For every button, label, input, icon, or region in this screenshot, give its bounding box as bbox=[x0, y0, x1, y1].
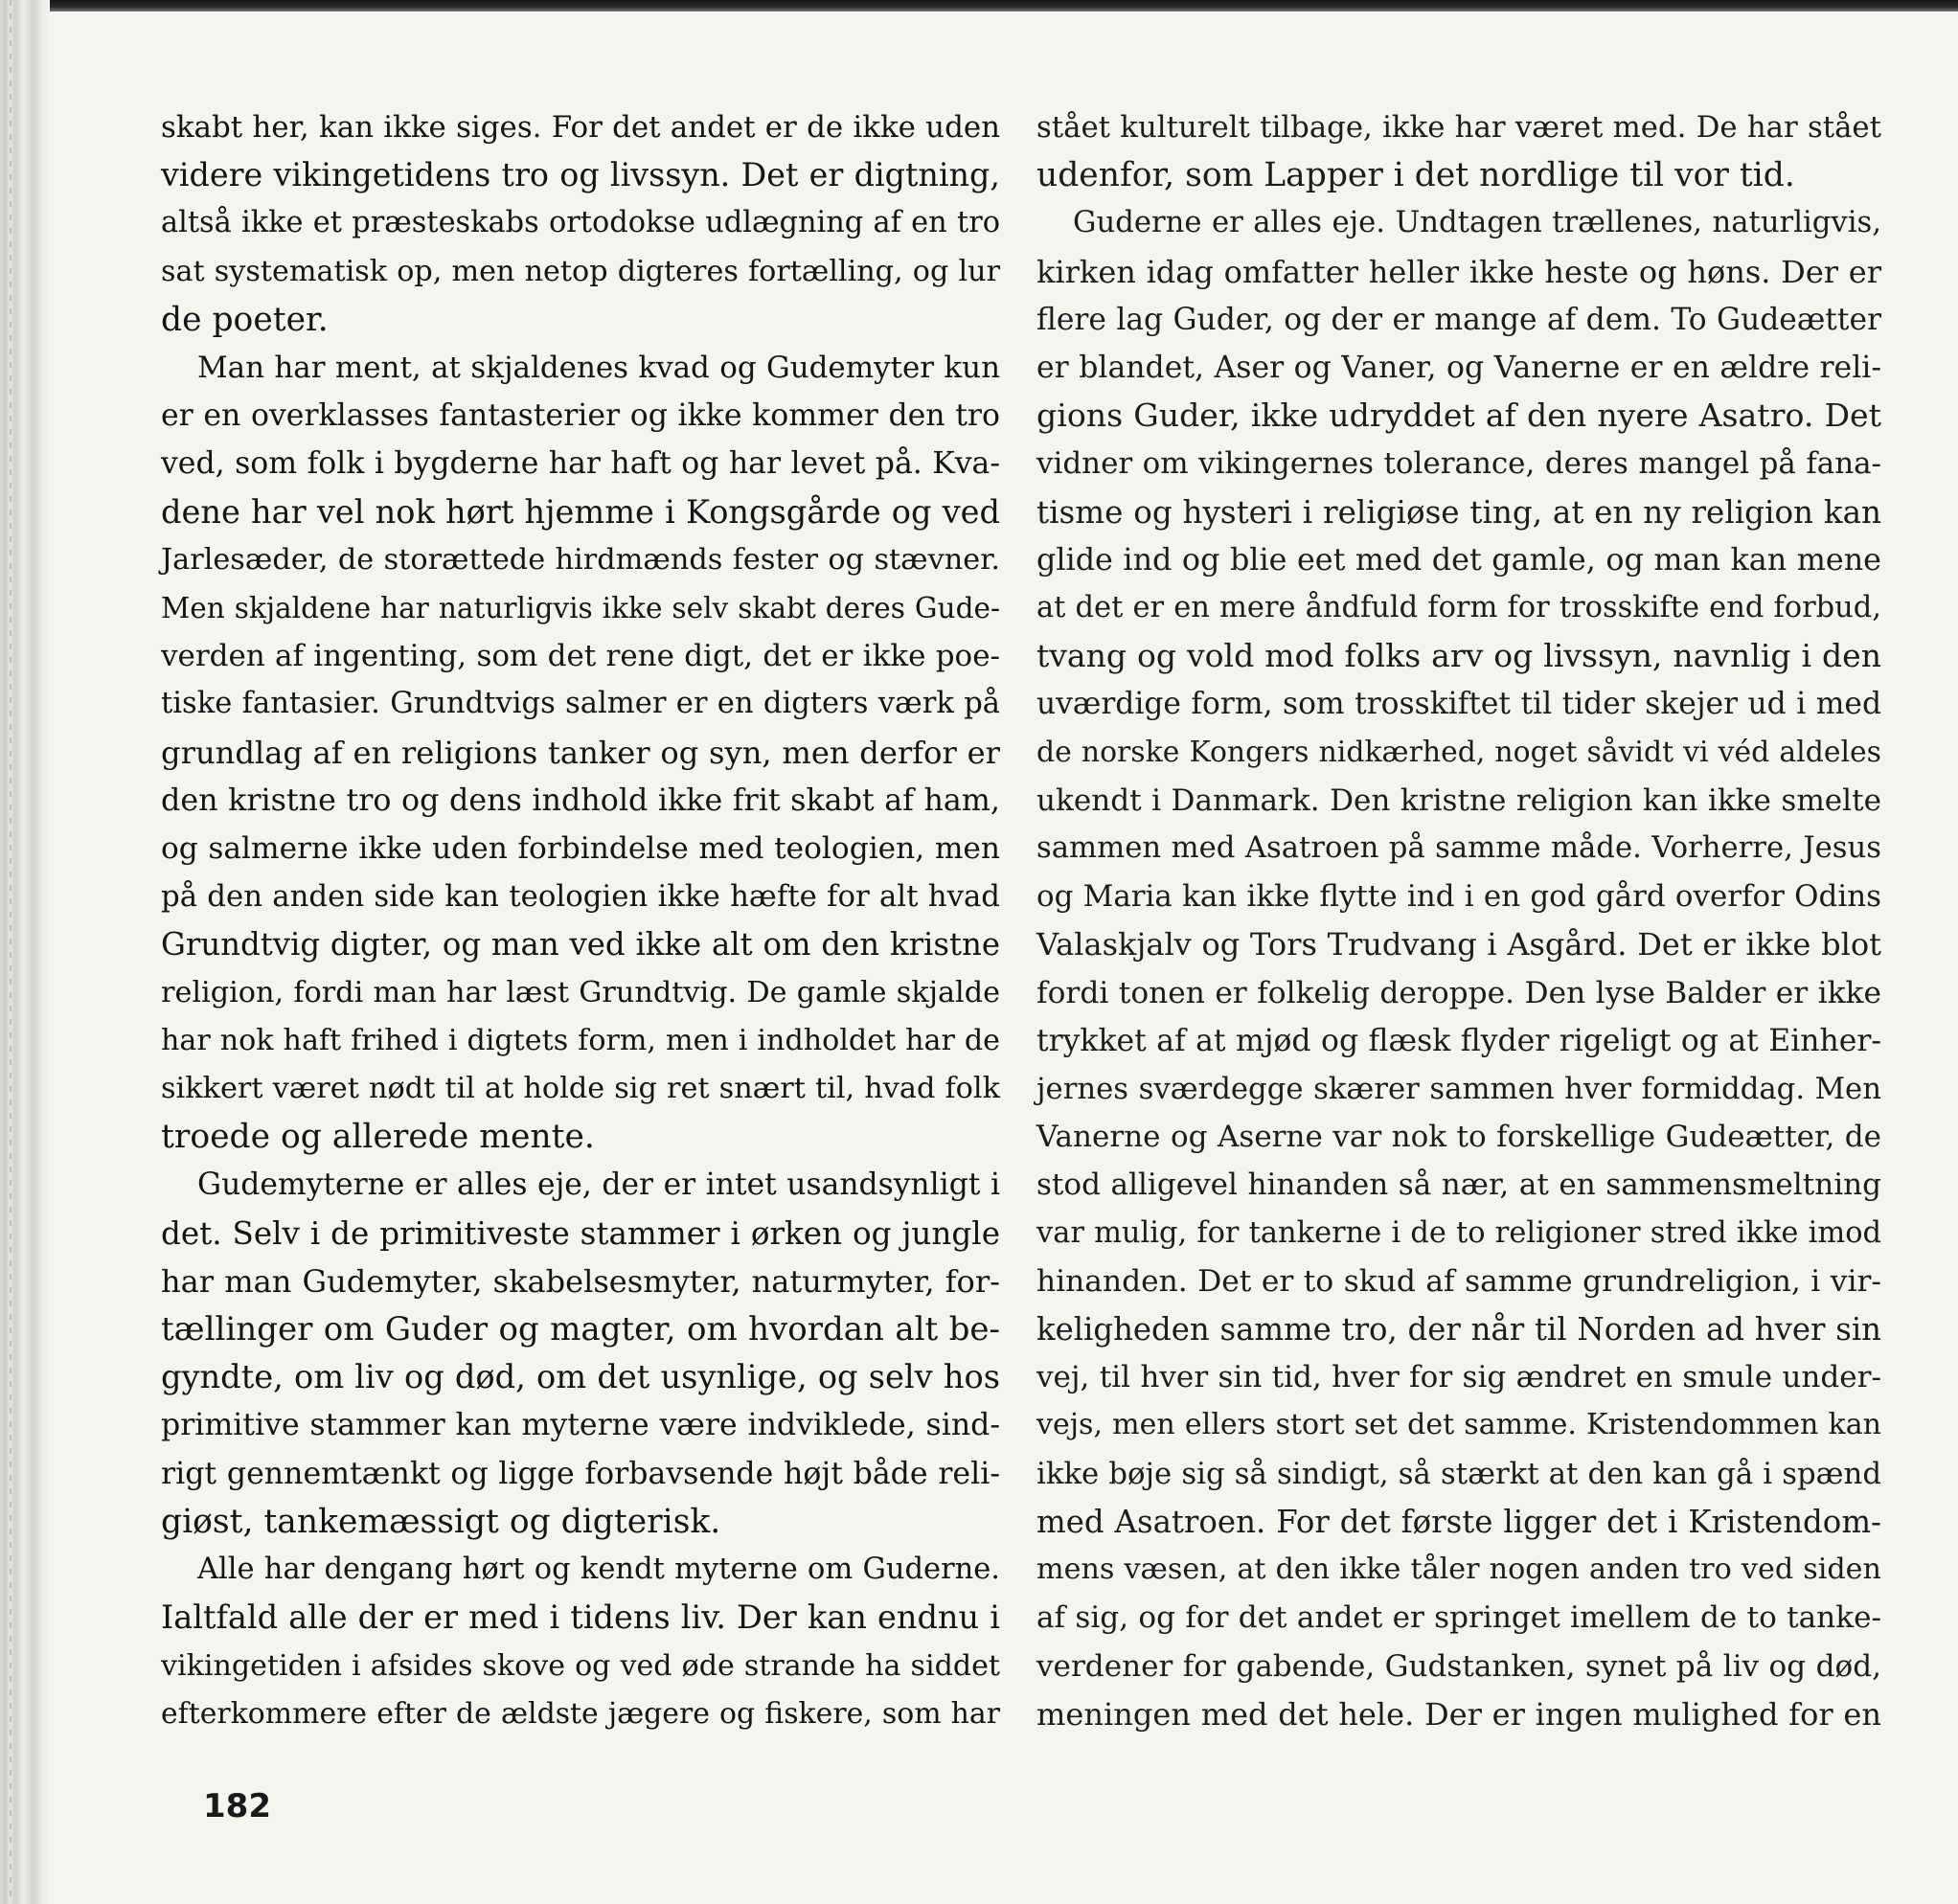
text-line: gions Guder, ikke udryddet af den nyere Asatro. Det bbox=[1036, 397, 1881, 435]
text-line: tiske fantasier. Grundtvigs salmer er en digters værk på bbox=[161, 687, 1000, 721]
scan-top-edge bbox=[0, 0, 1958, 11]
text-line: og Maria kan ikke flytte ind i en god gård overfor Odins bbox=[1036, 879, 1881, 915]
right-text-column bbox=[1036, 103, 1881, 1738]
text-line: rigt gennemtænkt og ligge forbavsende højt både reli- bbox=[161, 1456, 1000, 1491]
text-line: Alle har dengang hørt og kendt myterne om Guderne. bbox=[197, 1553, 1000, 1587]
text-line: det. Selv i de primitiveste stammer i ørken og jungle bbox=[161, 1214, 1000, 1252]
text-line: Men skjaldene har naturligvis ikke selv skabt deres Gude- bbox=[161, 592, 1000, 625]
text-line: hinanden. Det er to skud af samme grundreligion, i vir- bbox=[1036, 1263, 1881, 1299]
text-line: flere lag Guder, og der er mange af dem. To Gudeætter bbox=[1036, 302, 1881, 337]
text-line: verdener for gabende, Gudstanken, synet på liv og død, bbox=[1036, 1648, 1881, 1684]
text-line: troede og allerede mente. bbox=[161, 1118, 595, 1157]
text-line: udenfor, som Lapper i det nordlige til vor tid. bbox=[1036, 156, 1795, 195]
text-line: sikkert været nødt til at holde sig ret snært til, hvad folk bbox=[161, 1072, 1000, 1106]
text-line: ved, som folk i bygderne har haft og har levet på. Kva- bbox=[161, 446, 1000, 482]
text-line: har nok haft frihed i digtets form, men i indholdet har de bbox=[161, 1023, 1000, 1057]
text-line: sat systematisk op, men netop digteres fortælling, og lur bbox=[161, 254, 1000, 288]
text-line: ikke bøje sig så sindigt, så stærkt at den kan gå i spænd bbox=[1036, 1456, 1881, 1491]
text-line: er blandet, Aser og Vaner, og Vanerne er en ældre reli- bbox=[1036, 351, 1881, 386]
text-line: efterkommere efter de ældste jægere og fiskere, som har bbox=[161, 1696, 1000, 1731]
text-line: altså ikke et præsteskabs ortodokse udlægning af en tro bbox=[161, 206, 1000, 240]
text-line: religion, fordi man har læst Grundtvig. De gamle skjalde bbox=[161, 975, 1000, 1009]
text-line: primitive stammer kan myterne være indviklede, sind- bbox=[161, 1408, 1000, 1443]
text-line: tisme og hysteri i religiøse ting, at en ny religion kan bbox=[1036, 493, 1881, 531]
text-line: Valaskjalv og Tors Trudvang i Asgård. Det er ikke blot bbox=[1036, 926, 1881, 963]
text-line: vikingetiden i afsides skove og ved øde strande ha siddet bbox=[161, 1648, 1000, 1683]
text-line: giøst, tankemæssigt og digterisk. bbox=[161, 1502, 721, 1541]
text-line: gyndte, om liv og død, om det usynlige, og selv hos bbox=[161, 1358, 1000, 1396]
text-line: sammen med Asatroen på samme måde. Vorherre, Jesus bbox=[1036, 831, 1881, 866]
text-line: tællinger om Guder og magter, om hvordan alt be- bbox=[161, 1310, 1000, 1349]
text-line: Man har ment, at skjaldenes kvad og Gudemyter kun bbox=[197, 351, 1000, 386]
text-line: de norske Kongers nidkærhed, noget såvidt vi véd aldeles bbox=[1036, 735, 1881, 769]
text-line: fordi tonen er folkelig deroppe. Den lyse Balder er ikke bbox=[1036, 975, 1881, 1010]
text-line: grundlag af en religions tanker og syn, men derfor er bbox=[161, 734, 1000, 771]
text-line: meningen med det hele. Der er ingen mulighed for en bbox=[1036, 1695, 1881, 1733]
text-line: verden af ingenting, som det rene digt, det er ikke poe- bbox=[161, 639, 1000, 674]
text-line: jernes sværdegge skærer sammen hver formiddag. Men bbox=[1036, 1072, 1881, 1107]
text-line: dene har vel nok hørt hjemme i Kongsgårde og ved bbox=[161, 492, 1000, 531]
text-line: Gudemyterne er alles eje, der er intet usandsynligt i bbox=[197, 1167, 1000, 1203]
text-line: skabt her, kan ikke siges. For det andet er de ikke uden bbox=[161, 110, 1000, 145]
text-line: uværdige form, som trosskiftet til tider skejer ud i med bbox=[1036, 687, 1881, 722]
text-line: keligheden samme tro, der når til Norden ad hver sin bbox=[1036, 1311, 1881, 1349]
text-line: af sig, og for det andet er springet imellem de to tanke- bbox=[1036, 1600, 1881, 1636]
text-line: og salmerne ikke uden forbindelse med teologien, men bbox=[161, 831, 1000, 867]
text-line: trykket af at mjød og flæsk flyder rigeligt og at Einher- bbox=[1036, 1023, 1881, 1058]
text-line: var mulig, for tankerne i de to religioner stred ikke imod bbox=[1036, 1215, 1881, 1250]
text-line: kirken idag omfatter heller ikke heste og høns. Der er bbox=[1036, 253, 1881, 290]
text-line: tvang og vold mod folks arv og livssyn, navnlig i den bbox=[1036, 637, 1881, 675]
text-line: har man Gudemyter, skabelsesmyter, naturmyter, for- bbox=[161, 1262, 1000, 1300]
text-line: stod alligevel hinanden så nær, at en sammensmeltning bbox=[1036, 1167, 1881, 1203]
text-line: Guderne er alles eje. Undtagen trællenes, naturligvis, bbox=[1073, 206, 1881, 240]
text-line: Vanerne og Aserne var nok to forskellige Gudeætter, de bbox=[1036, 1120, 1881, 1155]
text-line: vej, til hver sin tid, hver for sig ændret en smule under- bbox=[1036, 1360, 1881, 1395]
text-line: Grundtvig digter, og man ved ikke alt om den kristne bbox=[161, 926, 1000, 963]
text-line: stået kulturelt tilbage, ikke har været med. De har stået bbox=[1036, 110, 1881, 145]
text-line: vidner om vikingernes tolerance, deres mangel på fana- bbox=[1036, 446, 1881, 482]
text-line: Ialtfald alle der er med i tidens liv. Der kan endnu i bbox=[161, 1598, 1000, 1637]
text-line: er en overklasses fantasterier og ikke kommer den tro bbox=[161, 398, 1000, 434]
text-line: på den anden side kan teologien ikke hæfte for alt hvad bbox=[161, 879, 1000, 915]
book-spine-edge bbox=[0, 0, 50, 1904]
text-line: med Asatroen. For det første ligger det i Kristendom- bbox=[1036, 1503, 1881, 1540]
text-line: glide ind og blie eet med det gamle, og man kan mene bbox=[1036, 541, 1881, 578]
page-number: 182 bbox=[203, 1787, 271, 1825]
text-line: mens væsen, at den ikke tåler nogen anden tro ved siden bbox=[1036, 1553, 1881, 1587]
text-line: vejs, men ellers stort set det samme. Kristendommen kan bbox=[1036, 1408, 1881, 1442]
text-line: Jarlesæder, de storættede hirdmænds fester og stævner. bbox=[161, 542, 1000, 577]
text-line: videre vikingetidens tro og livssyn. Det er digtning, bbox=[161, 156, 1000, 194]
text-line: ukendt i Danmark. Den kristne religion kan ikke smelte bbox=[1036, 782, 1881, 818]
left-text-column bbox=[161, 103, 1000, 1738]
text-line: at det er en mere åndfuld form for trosskifte end forbud, bbox=[1036, 591, 1881, 625]
text-line: den kristne tro og dens indhold ikke frit skabt af ham, bbox=[161, 782, 1000, 818]
text-line: de poeter. bbox=[161, 300, 329, 339]
